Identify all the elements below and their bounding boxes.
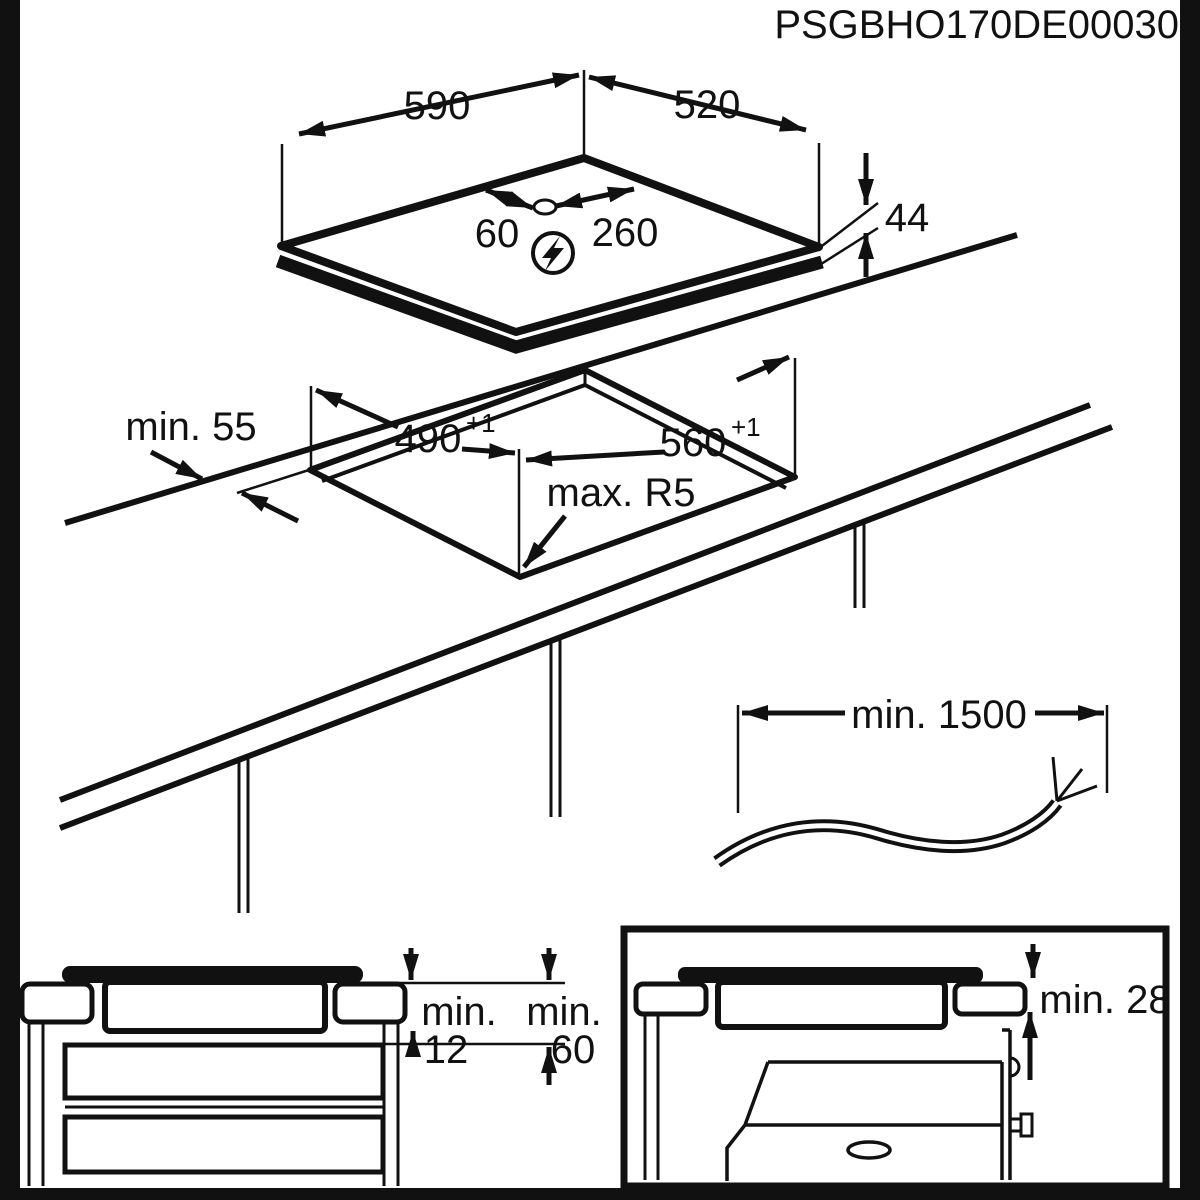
hob-glass-section: [678, 967, 983, 983]
drawer-lower: [65, 1117, 383, 1172]
gland-offset-left-label: 60: [474, 212, 520, 256]
rear-clearance-arrow-2: [242, 493, 298, 521]
mains-cable-view: [717, 693, 1107, 862]
cutout-left-leader: [237, 469, 312, 493]
rear-clearance-label: min. 55: [125, 405, 257, 449]
corner-radius-label: max. R5: [546, 471, 696, 515]
cable-length-label: min. 1500: [851, 693, 1027, 737]
height-leader-top: [818, 203, 878, 249]
oven-handle: [848, 1142, 890, 1158]
worktop-section-right: [955, 984, 1025, 1014]
hob-body-section: [718, 982, 945, 1027]
rear-clearance-arrow-1: [151, 452, 202, 479]
drawing-code: PSGBHO170DE00030: [774, 3, 1179, 47]
cutout-width-label: 560: [659, 421, 727, 465]
height-leader-bottom: [818, 228, 878, 266]
drawer-upper: [65, 1045, 383, 1098]
worktop-section-left: [636, 984, 706, 1014]
cutout-depth-arrow-outer: [316, 390, 398, 427]
worktop-cutout-view: [60, 235, 1112, 913]
hob-glass-section: [62, 966, 363, 983]
top-isometric-view: [278, 70, 929, 347]
mains-gland: [534, 200, 556, 214]
cutout-width-arrow-outer: [737, 357, 789, 380]
mains-cable: [717, 757, 1097, 862]
gland-offset-right-label: 260: [591, 211, 659, 255]
worktop-section-left: [22, 984, 92, 1022]
depth-label: 520: [673, 83, 741, 127]
width-label: 590: [403, 84, 471, 128]
height-label: 44: [884, 196, 930, 240]
oven-clearance-view: [624, 929, 1171, 1186]
clearance-a-value: 12: [423, 1028, 469, 1072]
underside-clearance-view: [22, 948, 602, 1186]
hob-body-section: [105, 982, 325, 1031]
cutout-depth-tolerance: +1: [466, 408, 496, 438]
lightning-bolt-icon: [533, 233, 573, 273]
cutout-width-tolerance: +1: [731, 412, 761, 442]
clearance-a-min-label: min.: [421, 990, 497, 1034]
worktop-section-right: [335, 984, 405, 1022]
cabinet-partition-lines: [239, 522, 864, 913]
cutout-depth-label: 490: [394, 417, 462, 461]
cable-wire-ends: [1053, 757, 1097, 801]
clearance-b-value: 60: [550, 1028, 596, 1072]
clearance-b-min-label: min.: [526, 990, 602, 1034]
oven-clearance-label: min. 28: [1039, 978, 1171, 1022]
